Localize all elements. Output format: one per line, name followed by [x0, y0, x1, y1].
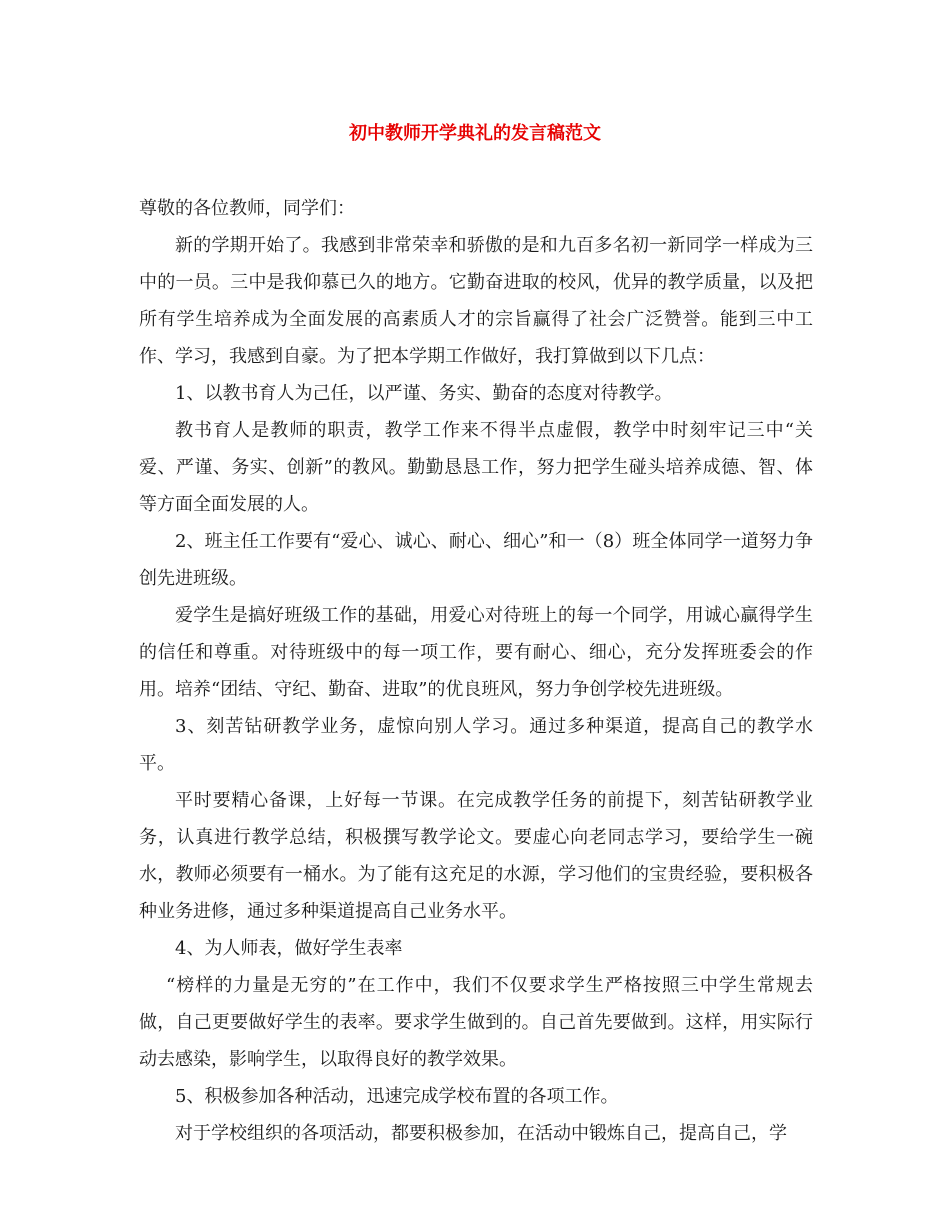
document-title: 初中教师开学典礼的发言稿范文 [349, 123, 601, 144]
salutation: 尊敬的各位教师，同学们： [139, 198, 355, 219]
point-heading-3: 3、刻苦钻研教学业务，虚惊向别人学习。通过多种渠道，提高自己的教学水平。 [139, 716, 813, 774]
paragraph-point-5: 对于学校组织的各项活动，都要积极参加，在活动中锻炼自己，提高自己，学 [175, 1123, 787, 1144]
point-heading-2: 2、班主任工作要有“爱心、诚心、耐心、细心”和一（8）班全体同学一道努力争创先进班级。 [139, 531, 813, 589]
point-heading-4: 4、为人师表，做好学生表率 [175, 938, 403, 959]
point-heading-1: 1、以教书育人为己任，以严谨、务实、勤奋的态度对待教学。 [175, 383, 673, 404]
document-body [139, 190, 813, 1152]
point-heading-5: 5、积极参加各种活动，迅速完成学校布置的各项工作。 [175, 1086, 619, 1107]
paragraph-point-1: 教书育人是教师的职责，教学工作来不得半点虚假，教学中时刻牢记三中“关爱、严谨、务实、创新”的教风。勤勤恳恳工作，努力把学生碰头培养成德、智、体等方面全面发展的人。 [139, 420, 813, 515]
paragraph-intro: 新的学期开始了。我感到非常荣幸和骄傲的是和九百多名初一新同学一样成为三中的一员。三中是我仰慕已久的地方。它勤奋进取的校风，优异的教学质量，以及把所有学生培养成为全面发展的高素质人才的宗旨赢得了社会广泛赞誉。能到三中工作、学习，我感到自豪。为了把本学期工作做好，我打算做到以下几点： [139, 235, 813, 367]
paragraph-point-4: “榜样的力量是无穷的”在工作中，我们不仅要求学生严格按照三中学生常规去做，自己更要做好学生的表率。要求学生做到的。自己首先要做到。这样，用实际行动去感染，影响学生，以取得良好的教学效果。 [139, 975, 813, 1070]
paragraph-point-3: 平时要精心备课，上好每一节课。在完成教学任务的前提下，刻苦钻研教学业务，认真进行教学总结，积极撰写教学论文。要虚心向老同志学习，要给学生一碗水，教师必须要有一桶水。为了能有这充足的水源，学习他们的宝贵经验，要积极各种业务进修，通过多种渠道提高自己业务水平。 [139, 790, 813, 922]
paragraph-point-2: 爱学生是搞好班级工作的基础，用爱心对待班上的每一个同学，用诚心赢得学生的信任和尊重。对待班级中的每一项工作，要有耐心、细心，充分发挥班委会的作用。培养“团结、守纪、勤奋、进取”的优良班风，努力争创学校先进班级。 [139, 605, 813, 700]
